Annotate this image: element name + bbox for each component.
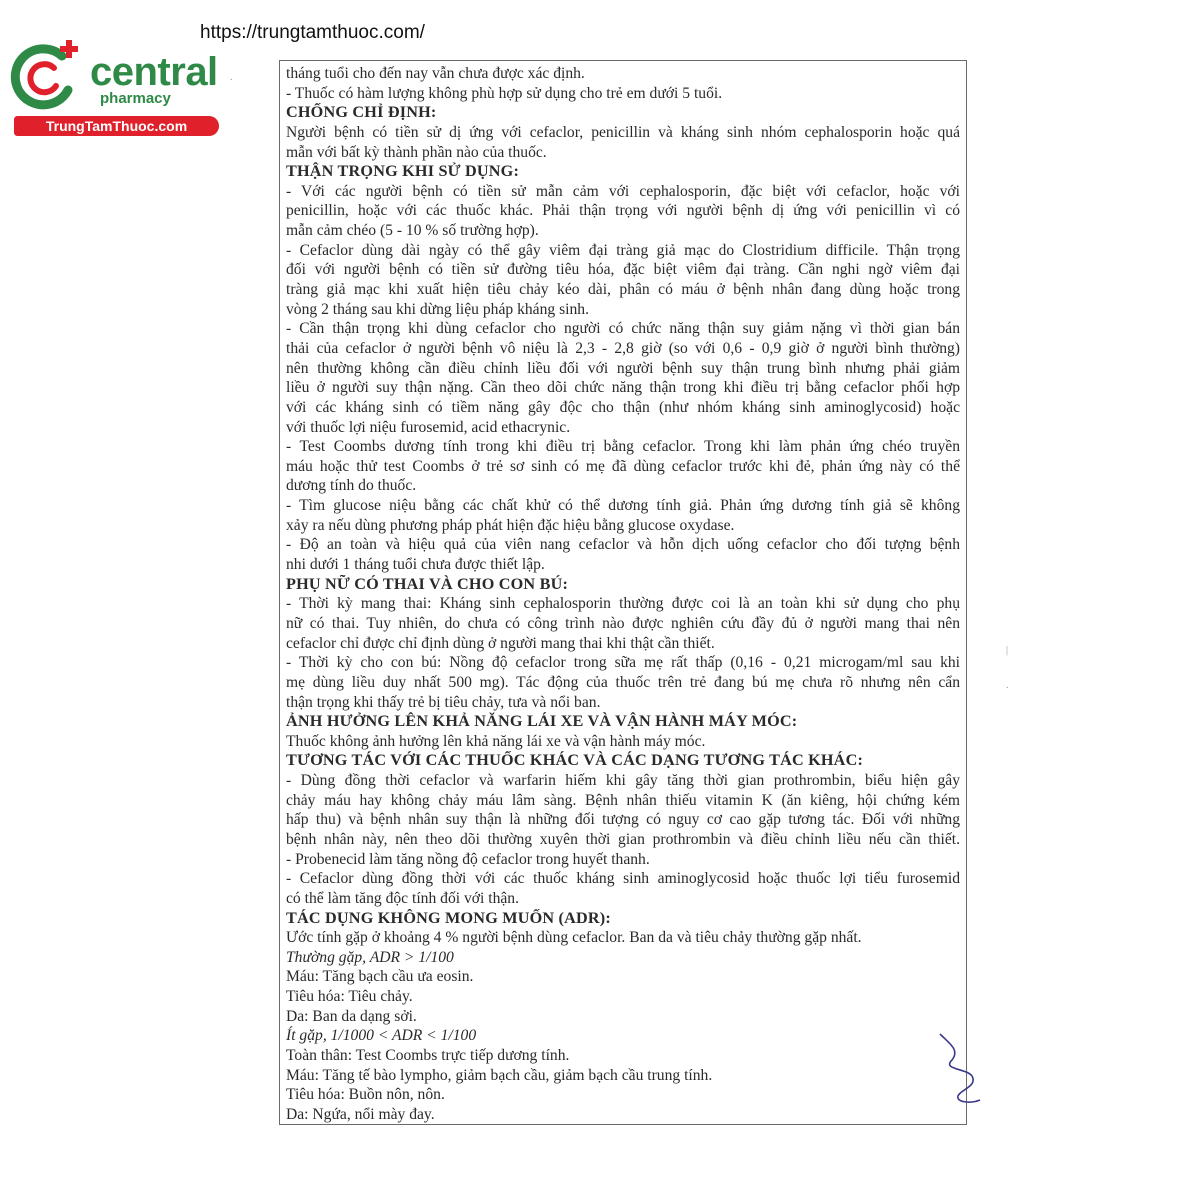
text-line: Thuốc không ảnh hưởng lên khả năng lái xe và vận hành máy móc. [286,732,706,750]
text-line: - Cefaclor dùng dài ngày có thể gây viêm đại tràng giả mạc do Clostridium difficile. Thận trọng [286,241,960,259]
text-line: thải của cefaclor ở người bệnh vô niệu là 2,3 - 2,8 giờ (so với 0,6 - 0,9 giờ ở người bình thường) [286,339,960,357]
text-line: mẹ dùng liều duy nhất 500 mg). Tác động của thuốc trên trẻ đang bú mẹ chưa rõ nhưng nên cẩn [286,673,960,691]
text-line: - Dùng đồng thời cefaclor và warfarin hiếm khi gây tăng thời gian prothrombin, biểu hiện gây [286,772,960,790]
text-line: - Cefaclor dùng đồng thời với các thuốc kháng sinh aminoglycosid hoặc thuốc lợi tiểu furosemid [286,870,960,888]
text-line: Người bệnh có tiền sử dị ứng với cefaclor, penicillin và kháng sinh nhóm cephalosporin hoặc quá [286,123,960,141]
section-heading: CHỐNG CHỈ ĐỊNH: [286,103,437,122]
text-line: Máu: Tăng tế bào lympho, giảm bạch cầu, giảm bạch cầu trung tính. [286,1066,713,1084]
text-line: với thuốc lợi niệu furosemid, acid ethacrynic. [286,418,571,436]
central-pharmacy-logo[interactable] [10,38,225,138]
section-heading: TÁC DỤNG KHÔNG MONG MUỐN (ADR): [286,908,611,927]
text-line: Tiêu hóa: Tiêu chảy. [286,988,413,1006]
text-line: - Thuốc có hàm lượng không phù hợp sử dụng cho trẻ em dưới 5 tuổi. [286,84,723,102]
pharmacy-logo-icon [10,38,90,116]
text-line: Toàn thân: Test Coombs trực tiếp dương tính. [286,1047,570,1065]
logo-banner: TrungTamThuoc.com [14,116,219,136]
text-line: Da: Ngứa, nổi mày đay. [286,1105,435,1123]
text-line: penicillin, hoặc với các thuốc khác. Phải thận trọng với người bệnh dị ứng với penicillin vì có [286,202,960,220]
text-line: - Với các người bệnh có tiền sử mẫn cảm với cephalosporin, đặc biệt với cefaclor, hoặc với [286,182,960,200]
section-heading: PHỤ NỮ CÓ THAI VÀ CHO CON BÚ: [286,574,569,593]
text-line: - Tìm glucose niệu bằng các chất khử có thể dương tính giả. Phản ứng dương tính giả sẽ không [286,497,960,515]
text-line: liều ở người suy thận nặng. Cần theo dõi chức năng thận trong khi điều trị bằng cefaclor phối hợp [286,379,960,397]
text-line: vòng 2 tháng sau khi dừng liệu pháp kháng sinh. [286,300,589,318]
text-line: - Thời kỳ cho con bú: Nồng độ cefaclor trong sữa mẹ rất thấp (0,16 - 0,21 microgam/ml sau khi [286,654,960,672]
text-line: - Cần thận trọng khi dùng cefaclor cho người có chức năng thận suy giảm nặng vì thời gian bán [286,320,960,338]
text-line: nên thường không cần điều chỉnh liều đối với người bệnh suy thận trung bình nhưng phải giảm [286,359,960,377]
text-line: chảy máu hay không chảy máu lâm sàng. Bệnh nhân thiếu vitamin K (ăn kiêng, hội chứng kém [286,791,960,809]
text-line: hấp thu) và bệnh nhân suy thận là những đối tượng có nguy cơ cao gặp tương tác. Đối với những [286,811,960,829]
text-line: thận trọng khi thấy trẻ bị tiêu chảy, tưa và nổi ban. [286,693,601,711]
text-line: đối với người bệnh có tiền sử đường tiêu hóa, đặc biệt viêm đại tràng. Cần nghi ngờ viêm đại [286,261,960,279]
text-line: nhi dưới 1 tháng tuổi chưa được thiết lập. [286,556,545,574]
text-line: Tiêu hóa: Buồn nôn, nôn. [286,1086,445,1104]
text-line: - Độ an toàn và hiệu quả của viên nang cefaclor và hỗn dịch uống cefaclor cho đối tượng bệnh [286,536,960,554]
text-line: xảy ra nếu dùng phương pháp phát hiện đặc hiệu bằng glucose oxydase. [286,516,735,534]
section-heading: TƯƠNG TÁC VỚI CÁC THUỐC KHÁC VÀ CÁC DẠNG TƯƠNG TÁC KHÁC: [286,751,864,770]
document-page [279,60,967,1125]
scan-speck: | [1006,645,1009,656]
text-line: mẫn cảm chéo (5 - 10 % số trường hợp). [286,222,539,240]
logo-wordmark: central [90,50,218,94]
text-line: nữ có thai. Tuy nhiên, do chưa có công trình nào được nghiên cứu đầy đủ ở người mang thai nên [286,614,960,632]
text-line: có thể làm tăng độc tính đối với thận. [286,889,520,907]
text-line: Da: Ban da dạng sởi. [286,1007,417,1025]
text-line: bệnh nhân này, nên theo dõi thường xuyên thời gian prothrombin và điều chỉnh liều nếu cần thiết. [286,830,960,848]
scan-speck: . [1006,680,1009,691]
text-line: dương tính do thuốc. [286,477,417,495]
text-line: máu hoặc thử test Coombs ở trẻ sơ sinh có mẹ đã dùng cefaclor trước khi đẻ, phản ứng này có thể [286,457,960,475]
text-line: - Probenecid làm tăng nồng độ cefaclor trong huyết thanh. [286,850,650,868]
source-url[interactable]: https://trungtamthuoc.com/ [200,22,425,43]
handwritten-signature [930,1030,990,1110]
frequency-subheading: Ít gặp, 1/1000 < ADR < 1/100 [286,1027,477,1045]
section-heading: ẢNH HƯỞNG LÊN KHẢ NĂNG LÁI XE VÀ VẬN HÀNH MÁY MÓC: [286,712,798,731]
text-line: với các kháng sinh có tiềm năng gây độc cho thận (như nhóm kháng sinh aminoglycosid) hoặc [286,398,960,416]
text-line: Máu: Tăng bạch cầu ưa eosin. [286,968,474,986]
section-heading: THẬN TRỌNG KHI SỬ DỤNG: [286,162,520,181]
text-line: mẫn với bất kỳ thành phần nào của thuốc. [286,143,547,161]
frequency-subheading: Thường gặp, ADR > 1/100 [286,948,454,966]
text-line: tháng tuổi cho đến nay vẫn chưa được xác định. [286,65,585,82]
scan-speck: . [230,72,233,83]
text-line: - Thời kỳ mang thai: Kháng sinh cephalosporin thường được coi là an toàn khi sử dụng cho phụ [286,595,960,613]
text-line: cefaclor chỉ được chỉ định dùng ở người mang thai khi thật cần thiết. [286,634,715,652]
logo-subtitle: pharmacy [100,90,171,107]
text-line: - Test Coombs dương tính trong khi điều trị bằng cefaclor. Trong khi làm phản ứng chéo truyền [286,438,960,456]
text-line: tràng giả mạc khi xuất hiện tiêu chảy kéo dài, phân có máu ở bệnh nhân đang dùng hoặc trong [286,281,960,299]
text-line: Ước tính gặp ở khoảng 4 % người bệnh dùng cefaclor. Ban da và tiêu chảy thường gặp nhất. [286,929,862,947]
